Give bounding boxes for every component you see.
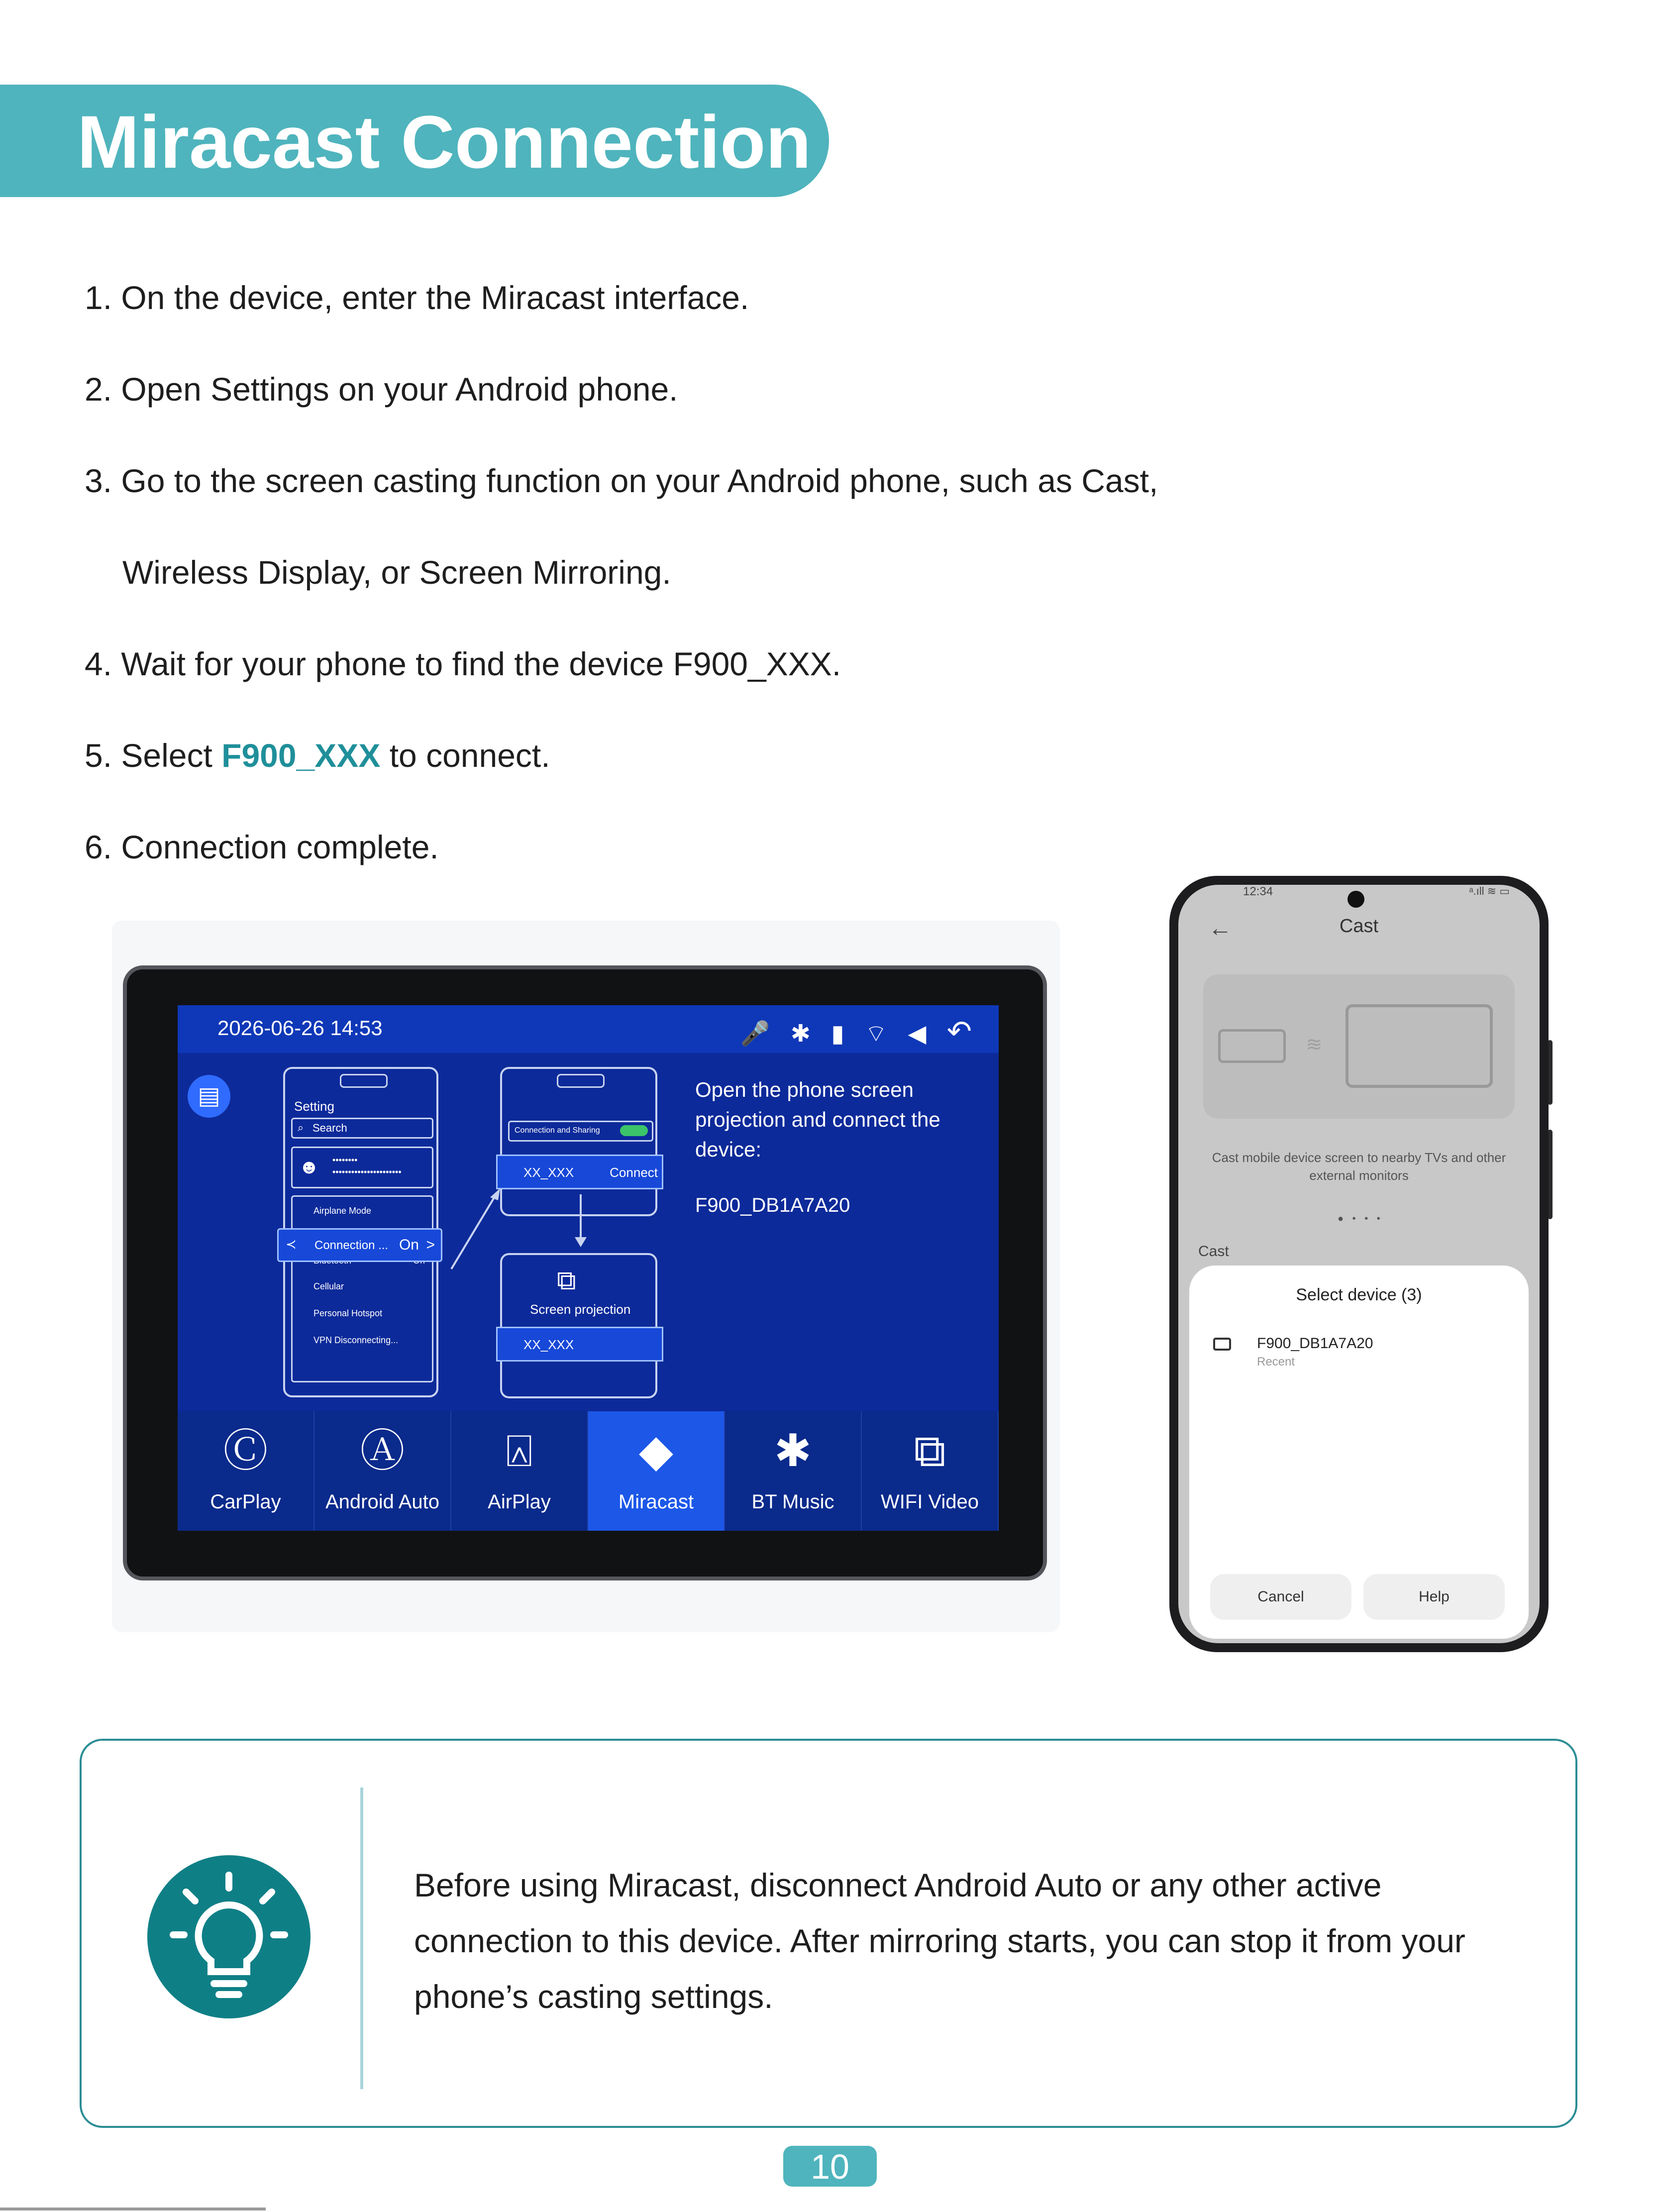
miracast-icon: ◆ [638, 1426, 674, 1476]
head-unit-device-name: F900_DB1A7A20 [695, 1194, 850, 1216]
dock-bt-music[interactable] [725, 1411, 862, 1531]
dock-label: Android Auto [325, 1491, 440, 1513]
page-dots: ● • • • [1338, 1213, 1383, 1224]
head-unit-status-icons [740, 1014, 979, 1049]
account-detail: •••••••••••••••••••••• [332, 1167, 402, 1177]
connect-label: Connect [610, 1165, 658, 1180]
dock-label: WIFI Video [880, 1491, 979, 1513]
dock-carplay[interactable] [178, 1411, 314, 1531]
head-unit-screen [178, 1005, 999, 1531]
connection-label: Connection ... [314, 1239, 389, 1252]
vpn-label: VPN Disconnecting... [313, 1335, 399, 1345]
android-auto-icon: Ⓐ [360, 1426, 405, 1476]
page-number: 10 [783, 2146, 877, 2187]
settings-list [291, 1195, 433, 1382]
screen-projection-icon: ⧉ [557, 1265, 576, 1295]
step-3-continued: Wireless Display, or Screen Mirroring. [122, 554, 671, 591]
hotspot-label: Personal Hotspot [313, 1308, 383, 1318]
airplane-label: Airplane Mode [313, 1206, 372, 1216]
back-arrow-icon[interactable]: ← [1208, 915, 1232, 942]
dock-miracast[interactable] [588, 1411, 725, 1531]
arrow-illustration [446, 1184, 506, 1274]
dock-label: CarPlay [210, 1491, 281, 1513]
phone-landscape-icon [1218, 1029, 1286, 1063]
step-5-device: F900_XXX [221, 737, 381, 774]
page-title: Miracast Connection [77, 100, 812, 184]
step-4: 4. Wait for your phone to find the device F900_XXX. [85, 645, 841, 682]
phone-screen [1178, 885, 1540, 1643]
cancel-button[interactable]: Cancel [1210, 1574, 1351, 1620]
help-button[interactable]: Help [1363, 1574, 1505, 1620]
projection-label: Screen projection [530, 1302, 631, 1317]
dock-label: Miracast [618, 1491, 694, 1513]
sharing-label: Connection and Sharing [515, 1126, 600, 1135]
step-2: 2. Open Settings on your Android phone. [85, 371, 678, 408]
head-unit-status-bar [178, 1005, 999, 1053]
device-label: XX_XXX [523, 1165, 574, 1180]
sharing-toggle-row [508, 1121, 653, 1142]
tip-text: Before using Miracast, disconnect Android Auto or any other active connection to this device. After mirroring starts, you can stop it from your phone’s casting settings. [414, 1867, 1465, 2015]
search-label: Search [312, 1122, 347, 1134]
bluetooth-icon: ✱ [774, 1426, 812, 1476]
dock-android-auto[interactable] [314, 1411, 451, 1531]
speaker-slot [340, 1074, 388, 1088]
settings-title: Setting [294, 1099, 334, 1114]
phone-screen-title: Cast [1339, 916, 1379, 937]
monitor-icon [1346, 1004, 1493, 1088]
speaker-slot [557, 1074, 605, 1088]
app-dock [178, 1411, 999, 1531]
step-3: 3. Go to the screen casting function on your Android phone, such as Cast, [85, 462, 1158, 499]
lightbulb-icon [147, 1855, 311, 2018]
display-icon [1213, 1338, 1231, 1351]
status-icons: 🎤 ✱ ▮ ⌔ ◀ [740, 1021, 933, 1047]
projection-device-label: XX_XXX [523, 1337, 574, 1352]
sheet-title: Select device (3) [1296, 1285, 1422, 1304]
document-icon[interactable]: ▤ [188, 1075, 230, 1118]
wifi-icon: ≋ [1306, 1034, 1323, 1055]
cast-icon: ⧉ [914, 1426, 946, 1476]
arrow-down-illustration [571, 1194, 591, 1249]
step-6: 6. Connection complete. [85, 829, 439, 865]
settings-search [291, 1118, 433, 1139]
footer-rule [0, 2208, 266, 2211]
dock-label: BT Music [751, 1491, 834, 1513]
step-5-suffix: to connect. [380, 737, 550, 774]
back-icon[interactable]: ↶ [946, 1015, 979, 1048]
phone-status-icons: ᵃ.ıll ≋ ▭ [1469, 885, 1510, 897]
account-row [291, 1147, 433, 1188]
head-unit-instruction: Open the phone screen projection and connect the device: [695, 1078, 940, 1161]
lightbulb-icon-svg [147, 1855, 311, 2018]
step-5-prefix: 5. Select [85, 737, 222, 774]
device-connect-row [496, 1155, 663, 1189]
phone-camera [1348, 891, 1364, 908]
select-device-sheet [1189, 1265, 1529, 1639]
projection-phone-illustration [500, 1253, 657, 1398]
cast-description: Cast mobile device screen to nearby TVs and other external monitors [1212, 1150, 1506, 1183]
device-option[interactable]: F900_DB1A7A20 [1257, 1335, 1373, 1352]
carplay-icon: Ⓒ [223, 1426, 268, 1476]
head-unit-datetime: 2026-06-26 14:53 [217, 1016, 383, 1040]
phone-time: 12:34 [1243, 885, 1273, 898]
dock-airplay[interactable] [451, 1411, 588, 1531]
connection-row-highlight [277, 1228, 442, 1262]
share-icon: ≺ [286, 1237, 297, 1252]
tip-divider [360, 1788, 363, 2089]
cast-illustration [1203, 974, 1515, 1119]
projection-device-row [496, 1327, 663, 1362]
connection-state: On [399, 1237, 419, 1253]
dock-wifi-video[interactable] [862, 1411, 999, 1531]
sharing-phone-illustration [500, 1067, 657, 1216]
search-icon: ⌕ [298, 1121, 304, 1134]
cellular-label: Cellular [313, 1281, 344, 1291]
device-option-subtitle: Recent [1257, 1355, 1295, 1369]
step-1: 1. On the device, enter the Miracast interface. [85, 279, 749, 316]
cast-section-heading: Cast [1198, 1243, 1229, 1260]
step-5 [85, 736, 550, 775]
toggle-switch [620, 1125, 648, 1136]
account-name: •••••••• [332, 1155, 358, 1165]
chevron-right-icon: > [426, 1237, 435, 1253]
avatar-icon: ☻ [299, 1156, 320, 1178]
airplay-icon: ⍓ [506, 1426, 533, 1476]
dock-label: AirPlay [488, 1491, 551, 1513]
